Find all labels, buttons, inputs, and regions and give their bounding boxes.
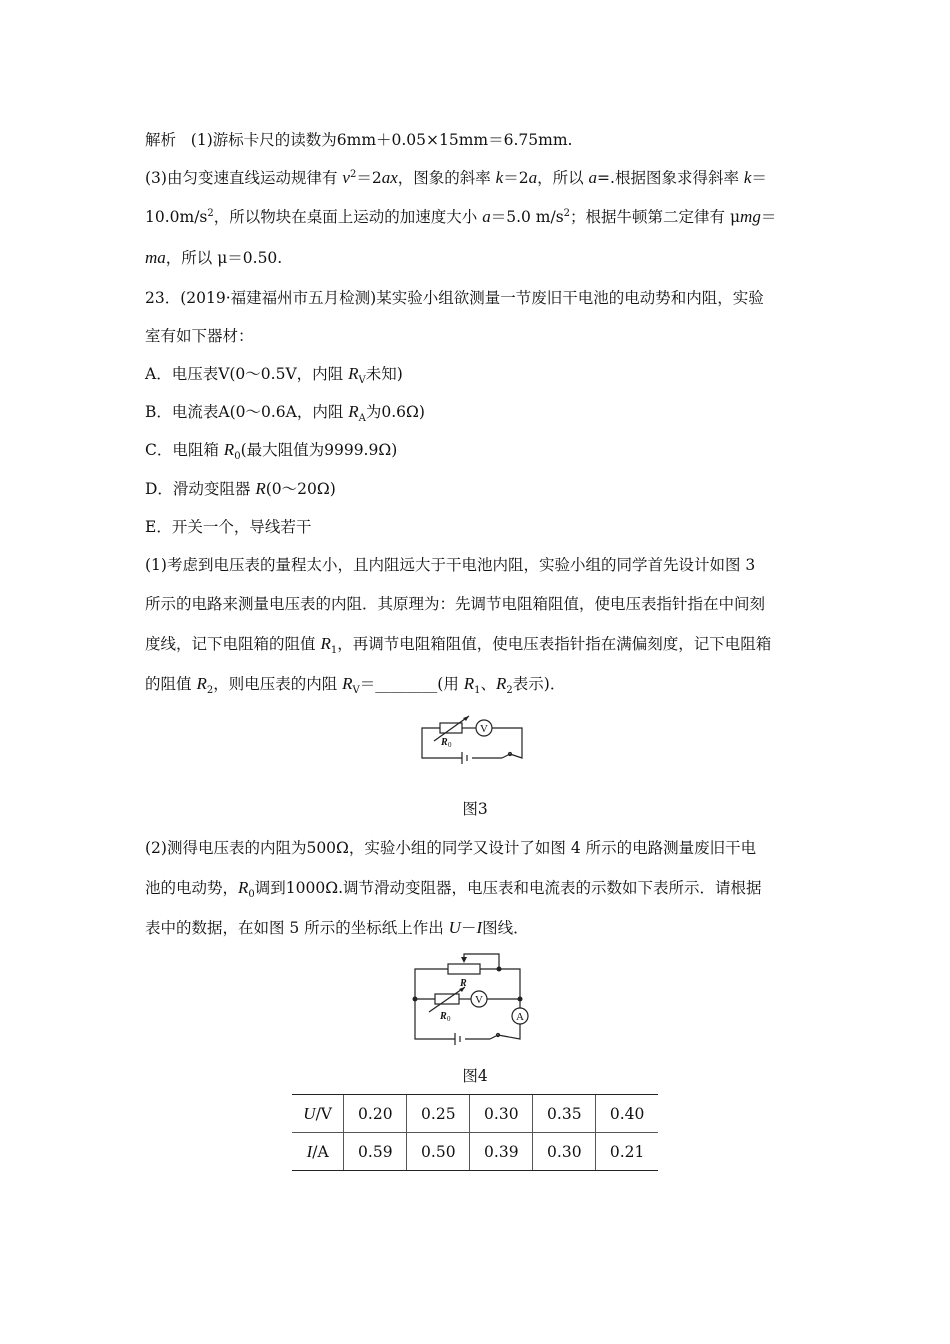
table-cell: 0.35 [533, 1095, 596, 1133]
text-span: － [460, 919, 477, 937]
text-span: (0～20Ω) [265, 480, 336, 498]
text-span: ，所以物块在桌面上运动的加速度大小 [213, 208, 483, 226]
table-cell: 0.25 [407, 1095, 470, 1133]
text-span: D．滑动变阻器 [145, 480, 256, 498]
analysis-line-2 [145, 166, 767, 188]
var-r: R [223, 440, 235, 459]
var-r: R [196, 674, 207, 693]
subscript: 1 [330, 645, 338, 657]
analysis-head: 解析 [145, 131, 177, 149]
text-span: 图线． [482, 919, 529, 937]
var-r: R [342, 674, 353, 693]
q2-line-2 [145, 876, 762, 900]
text-span: 池的电动势， [145, 879, 239, 897]
figure-4-circuit [405, 950, 535, 1050]
q2-line-1: (2)测得电压表的内阻为500Ω，实验小组的同学又设计了如图 4 所示的电路测量废旧干电 [145, 839, 757, 857]
var-ma: ma [145, 248, 166, 267]
text-span: ＝ [760, 208, 777, 226]
figure-3-circuit [412, 712, 532, 764]
var-a: a [588, 168, 598, 187]
question-stem-2: 室有如下器材： [145, 327, 254, 345]
text-span: ，图象的斜率 [397, 169, 496, 187]
voltmeter-label: V [475, 994, 483, 1006]
var-r: R [238, 878, 249, 897]
analysis-line-4 [145, 246, 282, 268]
var-r: R [496, 674, 507, 693]
q2-line-3 [145, 916, 529, 938]
table-cell: 0.40 [596, 1095, 658, 1133]
text-span: 未知) [365, 365, 403, 383]
text-span: 调到1000Ω.调节滑动变阻器，电压表和电流表的示数如下表所示．请根据 [254, 879, 762, 897]
var-ax: ax [381, 168, 398, 187]
q1-line-3 [145, 632, 771, 656]
subscript: A [358, 413, 366, 425]
row-header-u [292, 1095, 344, 1133]
text-span: 表示)． [512, 675, 566, 693]
unit-label: /V [315, 1104, 332, 1123]
subscript: 0 [248, 889, 255, 901]
answer-blank: ＝________(用 [359, 675, 464, 693]
var-i: I [476, 918, 483, 937]
table-cell: 0.59 [344, 1133, 407, 1171]
text-span: ＝ [751, 169, 767, 187]
text-span: ，所以 [537, 169, 589, 187]
text-span: ＝2 [503, 169, 529, 187]
text-span: ，再调节电阻箱阻值，使电压表指针指在满偏刻度，记下电阻箱 [337, 635, 772, 653]
var-r: R [255, 479, 266, 498]
var-k: k [743, 168, 752, 187]
option-a [145, 362, 403, 386]
unit-label: /A [312, 1142, 329, 1161]
q1-line-4 [145, 672, 565, 696]
table-cell: 0.21 [596, 1133, 658, 1171]
table-cell: 0.30 [533, 1133, 596, 1171]
superscript: 2 [207, 207, 214, 219]
analysis-line-3 [145, 205, 776, 227]
var-u: U [448, 918, 461, 937]
r0-subscript: 0 [447, 1015, 451, 1023]
subscript: 2 [206, 685, 214, 697]
text-span: 、 [480, 675, 497, 693]
q1-line-1: (1)考虑到电压表的量程太小，且内阻远大于干电池内阻，实验小组的同学首先设计如图 3 [145, 556, 756, 574]
ammeter-label: A [516, 1011, 524, 1023]
var-r: R [348, 364, 359, 383]
figure-4-caption: 图4 [462, 1067, 488, 1085]
subscript: 0 [234, 451, 241, 463]
option-b [145, 400, 425, 424]
var-mg: mg [740, 207, 761, 226]
text-span: ；根据牛顿第二定律有 μ [570, 208, 741, 226]
table-row-i [292, 1133, 658, 1171]
text-span: ＝2 [356, 169, 382, 187]
var-r: R [320, 634, 331, 653]
table-cell: 0.30 [470, 1095, 533, 1133]
question-stem-1: 23．(2019·福建福州市五月检测)某实验小组欲测量一节废旧干电池的电动势和内阻，实验 [145, 289, 764, 307]
var-r: R [348, 402, 359, 421]
superscript: 2 [563, 207, 571, 219]
var-v: v [342, 168, 350, 187]
text-span: 为0.6Ω) [365, 403, 425, 421]
text-span: (3)由匀变速直线运动规律有 [145, 169, 343, 187]
var-k: k [495, 168, 504, 187]
var-u: U [303, 1103, 316, 1123]
subscript: 1 [474, 685, 481, 697]
analysis-line-1 [145, 128, 572, 150]
text-span: =.根据图象求得斜率 [597, 169, 744, 187]
voltmeter-label: V [480, 723, 488, 735]
table-row-u [292, 1095, 658, 1133]
analysis-part1: (1)游标卡尺的读数为6mm＋0.05×15mm＝6.75mm. [190, 131, 573, 149]
text-span: ，所以 μ＝0.50. [165, 249, 283, 267]
data-table [292, 1094, 658, 1171]
var-a: a [528, 168, 538, 187]
r-label: R [460, 978, 467, 989]
option-c [145, 438, 397, 462]
option-d [145, 477, 336, 499]
row-header-i [292, 1133, 344, 1171]
text-span: ，则电压表的内阻 [213, 675, 343, 693]
text-span: B．电流表A(0～0.6A，内阻 [145, 403, 349, 421]
subscript: V [358, 375, 366, 387]
table-cell: 0.50 [407, 1133, 470, 1171]
var-i: I [306, 1141, 313, 1161]
text-span: 表中的数据，在如图 5 所示的坐标纸上作出 [145, 919, 449, 937]
figure-3-caption: 图3 [462, 800, 488, 818]
option-e: E．开关一个，导线若干 [145, 518, 312, 536]
var-r: R [463, 674, 475, 693]
text-span: A．电压表V(0～0.5V，内阻 [145, 365, 349, 383]
q1-line-2: 所示的电路来测量电压表的内阻．其原理为：先调节电阻箱阻值，使电压表指针指在中间刻 [145, 595, 766, 613]
text-span: 10.0m/s [145, 208, 208, 226]
r0-subscript: 0 [448, 741, 452, 749]
r0-label: R [441, 737, 448, 748]
text-span: (最大阻值为9999.9Ω) [240, 441, 398, 459]
text-span: 度线，记下电阻箱的阻值 [145, 635, 321, 653]
text-span: 的阻值 [145, 675, 197, 693]
table-cell: 0.39 [470, 1133, 533, 1171]
subscript: V [352, 685, 360, 697]
text-span: C．电阻箱 [145, 441, 224, 459]
r0-label: R [440, 1011, 447, 1022]
var-a: a [482, 207, 491, 226]
subscript: 2 [506, 685, 513, 697]
table-cell: 0.20 [344, 1095, 407, 1133]
superscript: 2 [349, 168, 357, 180]
text-span: ＝5.0 m/s [490, 208, 564, 226]
